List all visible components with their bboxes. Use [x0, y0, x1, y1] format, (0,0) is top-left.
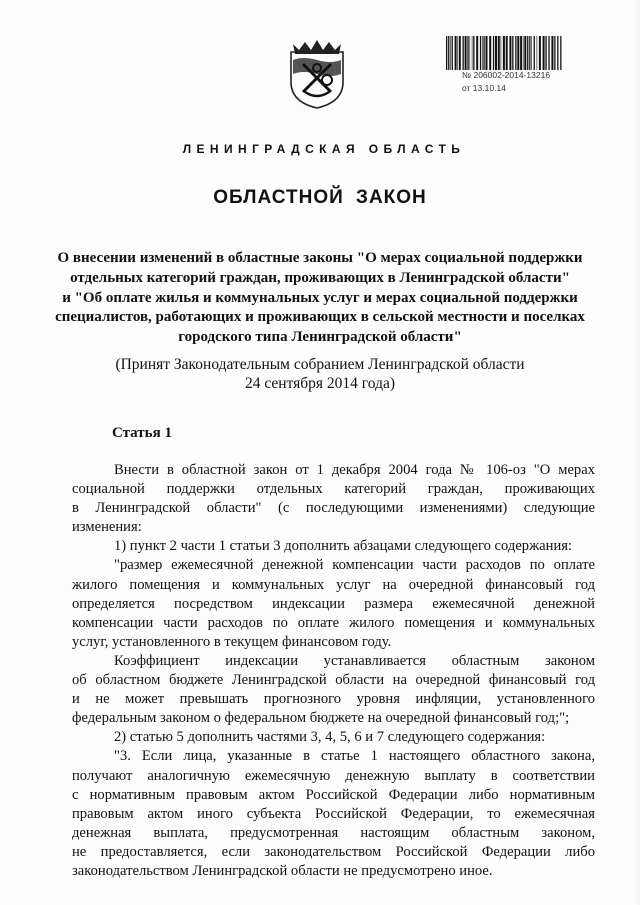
body-line: об областном бюджете Ленинградской области на очередной финансовый год — [72, 672, 595, 689]
body-line: изменения: — [72, 519, 142, 536]
body-line: "3. Если лица, указанные в статье 1 настоящего областного закона, — [114, 748, 595, 765]
body-line: с нормативным правовым актом Российской Федерации либо нормативным — [72, 786, 595, 803]
registration-date: от 13.10.14 — [462, 83, 506, 93]
scan-edge-shadow — [634, 0, 640, 905]
article-body — [72, 461, 595, 881]
law-title-line: отдельных категорий граждан, проживающих в Ленинградской области" — [70, 269, 570, 286]
adoption-note — [40, 355, 600, 393]
document-type-heading: ОБЛАСТНОЙ ЗАКОН — [213, 187, 427, 208]
body-line: правовым актом иного субъекта Российской Федерации, то ежемесячная — [72, 805, 595, 822]
body-line: услуг, установленного в текущем финансовом году. — [72, 633, 392, 650]
body-line: жилого помещения и коммунальных услуг на очередной финансовый год — [72, 576, 595, 593]
body-line: законодательством Ленинградской области не предусмотрено иное. — [72, 862, 493, 879]
coat-of-arms-icon — [283, 34, 351, 110]
body-line: в Ленинградской области" (с последующими изменениями) следующие — [72, 500, 595, 517]
body-line: социальной поддержки отдельных категорий граждан, проживающих — [72, 481, 595, 498]
law-title-line: и "Об оплате жилья и коммунальных услуг и мерах социальной поддержки — [62, 289, 578, 306]
body-line: Коэффициент индексации устанавливается областным законом — [114, 652, 595, 669]
law-title-line: О внесении изменений в областные законы "О мерах социальной поддержки — [57, 250, 583, 266]
law-title-line: городского типа Ленинградской области" — [178, 329, 462, 346]
body-line: Внести в областной закон от 1 декабря 2004 года № 106-оз "О мерах — [114, 462, 595, 478]
law-title — [40, 249, 600, 348]
registration-number: № 206002-2014-13216 — [462, 70, 551, 80]
body-line: не предоставляется, если законодательством Российской Федерации либо — [72, 843, 595, 860]
body-line: денежная выплата, предусмотренная настоящим областным законом, — [72, 824, 595, 841]
body-line: "размер ежемесячной денежной компенсации части расходов по оплате — [114, 557, 595, 574]
article-heading: Статья 1 — [112, 425, 172, 441]
body-line: и не может превышать прогнозного уровня инфляции, установленного — [72, 691, 595, 708]
body-line: определяется посредством индексации размера ежемесячной денежной — [72, 595, 595, 612]
body-line: получают аналогичную ежемесячную денежную выплату в соответствии — [72, 767, 595, 784]
adoption-note-line: (Принят Законодательным собранием Ленинградской области — [115, 356, 525, 373]
body-line: 1) пункт 2 части 1 статьи 3 дополнить абзацами следующего содержания: — [114, 538, 573, 555]
region-heading: ЛЕНИНГРАДСКАЯ ОБЛАСТЬ — [182, 142, 466, 156]
barcode-icon — [444, 36, 564, 70]
body-line: компенсации части расходов по оплате жилого помещения и коммунальных — [72, 614, 595, 631]
adoption-note-line: 24 сентября 2014 года) — [244, 375, 396, 392]
law-title-line: специалистов, работающих и проживающих в сельской местности и поселках — [55, 309, 585, 326]
body-line: 2) статью 5 дополнить частями 3, 4, 5, 6 и 7 следующего содержания: — [114, 729, 546, 746]
body-line: федеральным законом о федеральном бюджете на очередной финансовый год;"; — [72, 710, 570, 727]
